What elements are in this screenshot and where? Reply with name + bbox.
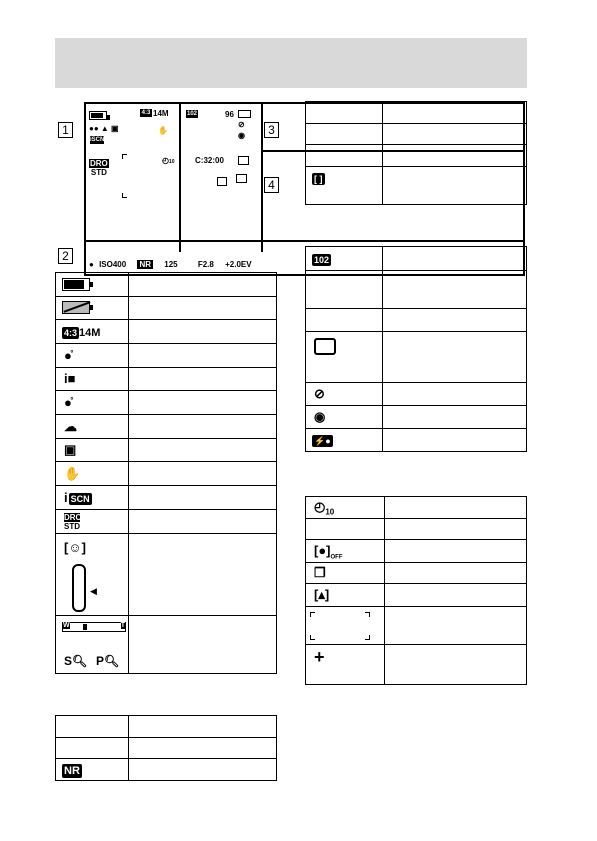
dro-icon: DRO STD [90,159,108,177]
table-row [306,519,527,540]
battery-full-icon [62,278,90,291]
table-row [56,462,277,486]
icon-table-1 [55,272,277,674]
shutter-value: 125 [164,260,178,269]
aperture-value: F2.8 [197,260,214,269]
af-range-icon [310,612,370,640]
table-row [306,145,527,167]
icon-table-5 [305,496,527,685]
shot-count: 96 [225,110,234,119]
table-row [56,297,277,320]
smile-sensitivity-gauge [72,564,86,612]
steadyshot-icon: ✋ [64,465,81,481]
metering-spot-icon: ▣ [64,442,77,457]
flash-off-icon: ⊘ [238,120,245,129]
icon-table-2 [55,715,277,781]
table-row [306,429,527,452]
callout-2: 2 [58,248,73,264]
memory-card-icon [238,110,251,118]
nr-badge: NR [139,260,152,269]
soft-skin-icon: ☁ [64,418,77,434]
table-row [306,309,527,332]
table-row [56,415,277,439]
smile-shutter-icon: [☺] [64,540,86,555]
image-size-icon: 4:3 [141,110,151,116]
table-row [306,563,527,584]
face-detect-off-icon: $[●]_{OFF}$ [314,542,343,561]
folder-icon: 102 [186,111,197,117]
table-row [56,391,277,415]
face-detect-icon [238,156,249,165]
burst-icon: ❐ [314,565,326,580]
table-row [306,271,527,309]
table-row [56,716,277,738]
table-row [306,247,527,271]
table-row [56,273,277,297]
gauge-pointer-icon: ◀ [90,586,97,596]
table-row [306,645,527,685]
precision-zoom-icon: P🔍︎ [96,654,120,668]
nr-icon: NR [64,764,80,777]
red-eye-icon: ◉ [238,131,245,140]
table-row [306,584,527,607]
table-row [306,540,527,563]
table-row: i SCN [56,486,277,510]
flash-off-icon: ⊘ [314,386,325,401]
burst-icon [236,174,247,183]
callout-3: 3 [264,122,279,138]
memory-card-icon [314,338,336,355]
af-frame-icon: [ ] [314,174,323,184]
portrait-icon: ●̊ [64,394,72,410]
table-row: 4:3 14M [56,320,277,344]
table-row [56,439,277,462]
superior-auto-icon: iSCN [90,137,105,143]
table-row [306,607,527,645]
table-row [56,616,277,674]
table-row [56,344,277,368]
smart-zoom-icon: S🔍︎ [64,654,88,668]
table-row [306,383,527,406]
callout-1: 1 [58,122,73,138]
table-row [306,124,527,145]
self-timer-icon: $◴_{10}$ [314,499,335,517]
iso-value: ISO400 [99,260,127,269]
steadyshot-icon: ✋ [158,126,168,135]
flash-charge-icon: ⚡● [314,436,331,446]
zoom-scale-icon: W T [62,622,126,632]
table-row [306,497,527,519]
bottom-status-bar [89,260,252,269]
callout-4: 4 [264,177,279,193]
page-corner-mark [0,824,2,833]
dro-icon: DRO STD [64,512,82,531]
folder-icon: 102 [314,254,330,265]
table-row [56,759,277,781]
image-size-label: 14M [153,109,169,118]
crosshair-icon: + [314,647,325,667]
red-eye-icon: ◉ [314,409,326,424]
recording-time: C:32:00 [195,156,224,165]
scene-recognition-icon: ●̊ [64,347,72,363]
table-row [56,368,277,391]
spot-af-icon: [▴] [314,587,330,602]
image-size-icon: 4:3 [64,327,78,338]
rec-dot: ● [89,260,94,269]
table-row [306,332,527,383]
self-timer-icon: ◴10 [162,156,175,165]
table-row [306,167,527,205]
battery-empty-icon [62,301,90,314]
spot-af-icon [217,177,227,186]
superior-auto-icon: i [64,489,68,505]
icon-table-3 [305,101,527,205]
section-banner [55,38,527,88]
ev-value: +2.0EV [225,260,252,269]
intelligent-auto-icon: i■ [64,371,76,386]
scene-icons: ●● ▲ ▣ [89,124,119,133]
table-row [56,534,277,616]
table-row [56,738,277,759]
divider [86,240,523,242]
battery-icon [89,107,107,125]
table-row [56,510,277,534]
table-row [306,102,527,124]
icon-table-4 [305,246,527,452]
table-row [306,406,527,429]
